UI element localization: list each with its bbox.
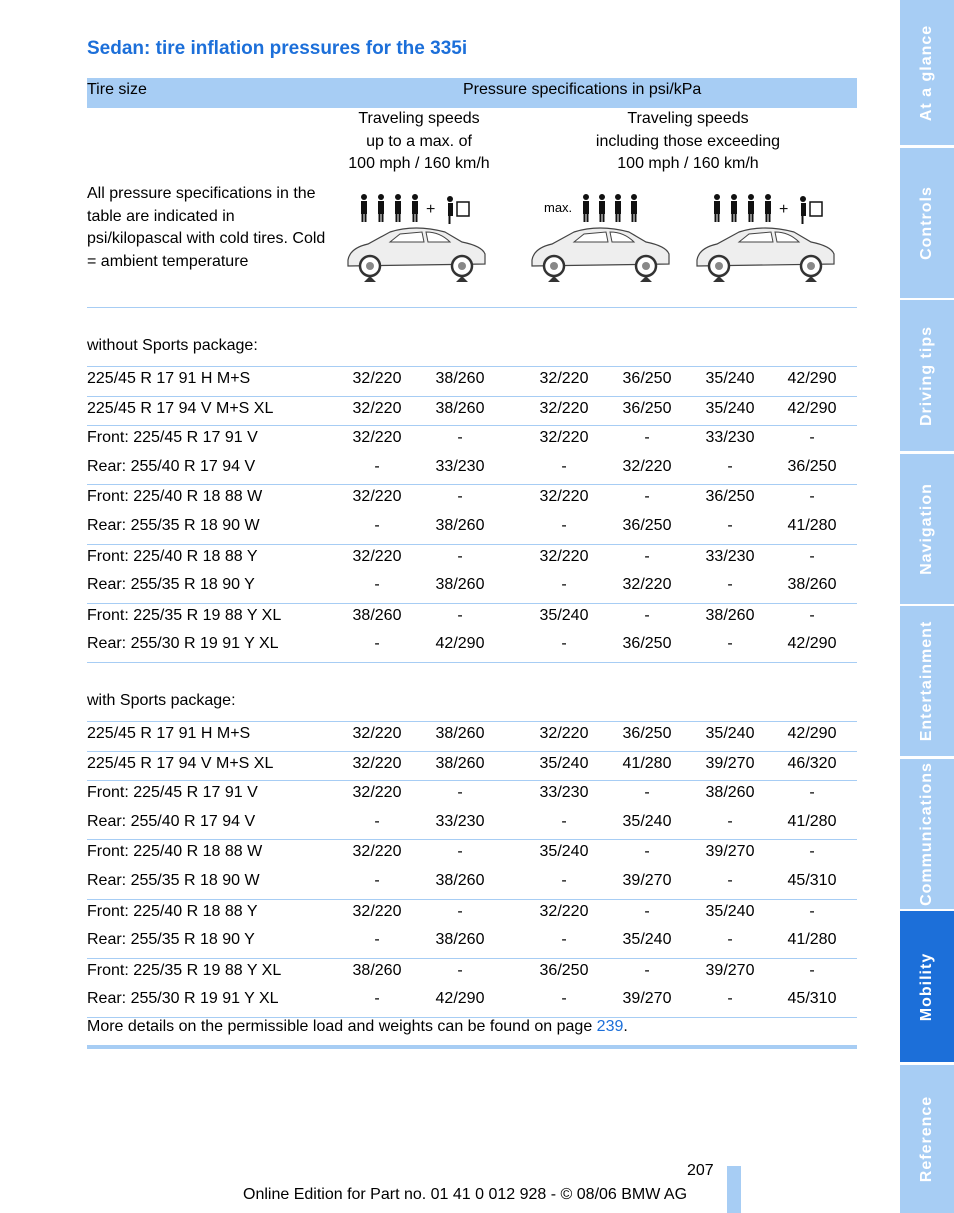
pressure-value: 35/240 [539,754,589,772]
tire-size: 225/45 R 17 91 H M+S [87,725,251,742]
pressure-value: - [561,635,567,653]
pressure-value: 38/260 [787,576,837,594]
pressure-value: 32/220 [352,784,402,802]
side-tab[interactable] [900,911,954,1062]
tire-size: Front: 225/40 R 18 88 Y [87,547,258,565]
tire-size: 225/45 R 17 94 V M+S XL [87,754,274,772]
tire-size: Front: 225/40 R 18 88 W [87,843,263,861]
pressure-value: 42/290 [787,370,837,387]
pressure-value: - [809,429,815,447]
pressure-value: 42/290 [787,399,837,417]
pressure-value: 33/230 [705,429,755,447]
pressure-value: - [561,517,567,534]
pressure-value: - [561,931,567,949]
table-row [87,810,857,840]
pressure-value: 32/220 [622,576,672,594]
tire-size: Rear: 255/30 R 19 91 Y XL [87,635,279,653]
pressure-value: - [644,429,650,447]
pressure-value: - [727,931,733,949]
pressure-value: - [374,576,380,594]
pressure-value: 38/260 [435,931,485,949]
pressure-value: 38/260 [352,961,402,979]
pressure-value: 38/260 [435,517,485,534]
pressure-value: 45/310 [787,990,837,1008]
pressure-value: - [374,457,380,475]
pressure-value: - [727,990,733,1008]
side-tab-label: At a glance [918,24,935,121]
pressure-value: 42/290 [787,635,837,653]
pressure-value: 38/260 [435,576,485,594]
table-bottom-bar [87,1045,857,1049]
table-row [87,928,857,958]
pressure-value: 41/280 [622,754,672,772]
persons-icon [583,194,637,222]
pressure-value: - [457,784,463,802]
pressure-value: 36/250 [539,961,589,979]
pressure-header: Pressure specifications in psi/kPa [463,81,702,98]
tire-size: Rear: 255/30 R 19 91 Y XL [87,990,279,1008]
side-tab[interactable] [900,0,954,145]
pressure-value: 35/240 [539,606,589,624]
tire-size: Front: 225/35 R 19 88 Y XL [87,961,282,979]
pressure-value: 35/240 [622,931,672,949]
pressure-value: 32/220 [352,370,402,387]
pressure-value: 39/270 [622,990,672,1008]
pressure-value: - [561,990,567,1008]
side-tab-label: Mobility [918,952,935,1021]
tire-size-header: Tire size [87,81,147,98]
tire-size: Rear: 255/35 R 18 90 W [87,872,260,889]
pressure-value: 38/260 [705,784,755,802]
pressure-value: 41/280 [787,812,837,830]
pressure-value: - [809,784,815,802]
table-row [87,603,857,634]
pressure-value: 36/250 [787,457,837,475]
pressure-value: 36/250 [622,399,672,417]
pressure-value: 38/260 [705,606,755,624]
pressure-value: 32/220 [352,843,402,861]
pressure-value: - [644,488,650,506]
pressure-value: 33/230 [705,547,755,565]
pressure-value: - [809,488,815,506]
side-tab-label: Navigation [918,483,935,575]
side-tab-label: Communications [918,762,935,906]
side-tab-label: Controls [918,186,935,260]
pressure-value: 38/260 [435,725,485,742]
pressure-value: 36/250 [622,725,672,742]
pressure-value: 38/260 [352,606,402,624]
tire-size: Rear: 255/35 R 18 90 Y [87,931,255,949]
pressure-value: 36/250 [622,370,672,387]
pressure-value: 35/240 [539,843,589,861]
pressure-value: 38/260 [435,399,485,417]
pressure-value: 35/240 [622,812,672,830]
section-divider [87,662,857,663]
pressure-value: 32/220 [539,488,589,506]
pressure-value: 41/280 [787,931,837,949]
pressure-value: 32/220 [352,429,402,447]
table-row [87,839,857,870]
pressure-value: 32/220 [539,725,589,742]
pressure-value: - [644,547,650,565]
tire-size: 225/45 R 17 91 H M+S [87,370,251,387]
side-tab[interactable] [900,300,954,451]
pressure-value: 32/220 [539,547,589,565]
pressure-value: - [644,606,650,624]
persons-luggage-icon [714,194,822,224]
table-row [87,899,857,930]
side-tab-label: Driving tips [918,325,935,426]
table-row [87,366,857,397]
sedan-icon [697,228,834,282]
persons-luggage-icon [361,194,469,224]
table-row [87,751,857,782]
tire-size: Rear: 255/40 R 17 94 V [87,457,256,475]
table-row [87,514,857,544]
tire-size: Rear: 255/35 R 18 90 W [87,517,260,534]
page-title: Sedan: tire inflation pressures for the 335i [87,38,468,59]
tire-size: Front: 225/35 R 19 88 Y XL [87,606,282,624]
pressure-value: - [809,547,815,565]
pressure-value: 38/260 [435,370,485,387]
pressure-value: - [457,488,463,506]
side-tab-label: Reference [918,1095,935,1183]
tire-size: Rear: 255/40 R 17 94 V [87,812,256,830]
tire-size: Rear: 255/35 R 18 90 Y [87,576,255,594]
pressure-value: 32/220 [352,725,402,742]
pressure-value: 32/220 [539,429,589,447]
pressure-value: - [374,812,380,830]
pressure-value: - [727,635,733,653]
tire-size: 225/45 R 17 94 V M+S XL [87,399,274,417]
pressure-value: - [809,606,815,624]
side-tab[interactable] [900,759,954,909]
pressure-value: - [374,517,380,534]
svg-text:+: + [779,201,789,218]
pressure-value: - [727,576,733,594]
pressure-value: - [374,931,380,949]
car-load-icon-left [340,190,490,290]
pressure-value: - [457,961,463,979]
pressure-value: - [727,872,733,889]
pressure-value: - [561,457,567,475]
pressure-value: - [457,547,463,565]
pressure-value: 42/290 [787,725,837,742]
table-row [87,396,857,427]
pressure-value: 35/240 [705,902,755,920]
pressure-value: 33/230 [539,784,589,802]
tire-size: Front: 225/40 R 18 88 W [87,488,263,506]
side-tab[interactable] [900,454,954,604]
pressure-value: 32/220 [352,399,402,417]
pressure-value: - [457,843,463,861]
pressure-value: - [727,517,733,534]
pressure-value: 41/280 [787,517,837,534]
svg-text:+: + [426,201,436,218]
pressure-value: 32/220 [539,399,589,417]
speed-col-normal: Traveling speeds up to a max. of 100 mph / 160 km/h [348,110,490,172]
side-tab[interactable] [900,148,954,298]
table-row [87,484,857,515]
pressure-value: - [644,784,650,802]
pressure-value: - [809,843,815,861]
tire-size: Front: 225/45 R 17 91 V [87,429,258,447]
pressure-value: 32/220 [352,902,402,920]
pressure-value: 36/250 [705,488,755,506]
pressure-value: - [644,902,650,920]
pressure-value: - [644,961,650,979]
table-row [87,632,857,662]
pressure-value: 33/230 [435,457,485,475]
max-label: max. [544,200,573,215]
pressure-value: 38/260 [435,872,485,889]
pressure-value: - [561,872,567,889]
pressure-value: 42/290 [435,990,485,1008]
pressure-value: 32/220 [352,488,402,506]
edition-note: Online Edition for Part no. 01 41 0 012 928 - © 08/06 BMW AG [243,1186,688,1203]
pressure-value: 36/250 [622,517,672,534]
pressure-value: - [809,902,815,920]
sedan-icon [532,228,669,282]
pressure-value: 42/290 [435,635,485,653]
side-tab-label: Entertainment [918,620,935,742]
footnote: More details on the permissible load and weights can be found on page 239. [87,1018,628,1035]
pressure-value: - [457,606,463,624]
pressure-value: 32/220 [539,370,589,387]
pressure-value: 45/310 [787,872,837,889]
pressure-value: - [457,429,463,447]
pressure-value: 32/220 [352,754,402,772]
table-row [87,780,857,811]
tire-size: Front: 225/40 R 18 88 Y [87,902,258,920]
page-marker [727,1166,741,1213]
page-link[interactable]: 239 [596,1018,624,1035]
pressure-value: - [727,457,733,475]
pressure-value: 32/220 [622,457,672,475]
table-row [87,455,857,485]
pressure-value: - [457,902,463,920]
side-tab[interactable] [900,1065,954,1213]
pressure-value: 32/220 [352,547,402,565]
pressure-value: 39/270 [622,872,672,889]
pressure-value: 36/250 [622,635,672,653]
section-label: without Sports package: [87,337,258,354]
pressure-value: 38/260 [435,754,485,772]
table-row [87,987,857,1017]
section-label: with Sports package: [87,692,236,709]
header-divider [87,307,857,308]
tire-size: Front: 225/45 R 17 91 V [87,784,258,802]
car-load-icon-right [693,190,843,290]
table-row [87,544,857,575]
table-row [87,869,857,899]
pressure-value: - [561,576,567,594]
pressure-value: - [727,812,733,830]
pressure-value: 39/270 [705,961,755,979]
page-number: 207 [687,1162,714,1179]
pressure-value: 39/270 [705,754,755,772]
pressure-value: - [374,872,380,889]
pressure-value: 33/230 [435,812,485,830]
sedan-icon [348,228,485,282]
pressure-value: - [374,990,380,1008]
pressure-value: 46/320 [787,754,837,772]
speed-col-high: Traveling speeds including those exceeding 100 mph / 160 km/h [595,110,781,172]
table-row [87,958,857,989]
pressure-value: - [809,961,815,979]
table-row [87,573,857,603]
pressure-value: 32/220 [539,902,589,920]
pressure-value: 35/240 [705,725,755,742]
table-row [87,721,857,752]
pressure-value: - [374,635,380,653]
pressure-value: 39/270 [705,843,755,861]
pressure-value: - [561,812,567,830]
pressure-value: 35/240 [705,370,755,387]
table-header [87,78,857,108]
table-row [87,425,857,456]
side-tab[interactable] [900,606,954,756]
car-load-icon-middle [528,190,678,290]
pressure-value: - [644,843,650,861]
pressure-note: All pressure specifications in the table are indicated in psi/kilopascal with cold tires. Cold = ambient temperature [87,185,326,270]
pressure-value: 35/240 [705,399,755,417]
